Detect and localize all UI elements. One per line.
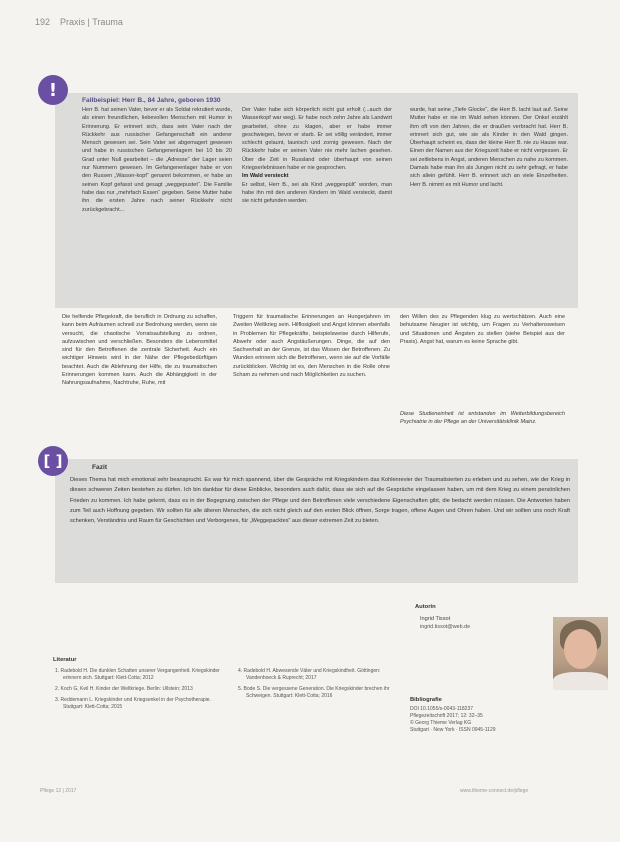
running-head (35, 17, 123, 27)
literature-item: 3. Reddemann L. Kriegskinder und Kriegsenkel in der Psychotherapie. Stuttgart: Klett-Cotta; 2015 (55, 697, 211, 710)
bibliography-text: DOI 10.1055/s-0043-118237 Pflegezeitschrift 2017; 12: 32–35 © Georg Thieme Verlag KG Stuttgart · New York · ISSN 0945-1129 (410, 706, 496, 733)
case-column-2-text: Der Vater habe sich körperlich nicht gut erholt (...auch der Wasserkopf war weg). Er habe noch zehn Jahre als Landwirt gearbeitet, ohne zu klagen, aber er habe immer geschwiegen, bevor er starb. Er sei völlig verändert, immer schlecht gelaunt, launisch und zornig gewesen. Nach der Rückkehr habe er seinen Vater nie mehr lachen gesehen. Über die Zeit in Russland oder überhaupt von seinen Kriegserlebnissen habe er nie gesprochen. (242, 107, 392, 172)
case-subheading: Im Wald versteckt (242, 173, 289, 180)
case-column-1: Herr B. hat seinen Vater, bevor er als Soldat rekrutiert wurde, als einen freundlichen, liebevollen Menschen mit Humor in Erinnerung. Er erinnert sich, dass sein Vater nach der Rückkehr aus russischer Gefangenschaft ein anderer Mensch gewesen sei. Sein Vater sei abgemagert gewesen und habe in russischen Gefangenenlagern bei 10 bis 20 Grad unter Null gearbeitet – die „Adresse“ der Lager seien nur Nummern gewesen. Im Gefangenenlager habe er von den Russen „Wasser-kopf“ genannt bekommen, er habe an seinen Kopf gefasst und gesagt „weggepustet“. Die Familie habe das nur „mehrfach Essen“ gegeben. Seine Mutter habe ihn die ersten Jahre nach seiner Rückkehr nicht zurückgebracht... (82, 107, 232, 213)
body-column-3: den Willen des zu Pflegenden klug zu wertschätzen. Auch eine behutsame Neugier ist wichtig, um Fragen zu Verhaltensweisen und Situationen und Ängsten zu stellen (siehe Beispiel aus der Praxis). Angst hat, warum es keine Sprache gibt. (400, 314, 565, 345)
study-note: Diese Studieneinheit ist entstanden im Weiterbildungsbereich Psychiatrie in der Pflege an der Universitätsklinik Mainz. (400, 411, 565, 426)
bibliography-heading: Bibliografie (410, 697, 442, 703)
body-column-2: Triggern für traumatische Erinnerungen an Hungerjahren im Zweiten Weltkrieg sein. Hilflosigkeit und Angst können ebenfalls in Problemen für Pflegekräfte, beispielsweise durch Hilferufe, Abwehr oder auch Angstäußerungen. Dinge, die auf den Sachverhalt an der Grenze, ist das Wissen der Betroffenen. Zu Wunden erinnern sich die Betroffenen, wenn sie auf die Vorfälle zurückblicken. Wichtig ist es, den Menschen in die Rolle ohne Scham zu nehmen und nach Möglichkeiten zu suchen. (233, 314, 390, 379)
case-title: Fallbeispiel: Herr B., 84 Jahre, geboren 1930 (82, 97, 221, 104)
case-column-2b-text: Er selbst, Herr B., sei als Kind „weggespült“ worden, man habe ihn mit den anderen Kindern im Wald versteckt, damit sie nicht gefunden werden. (242, 181, 392, 205)
running-title: Praxis | Trauma (60, 17, 123, 27)
body-column-1: Die helfende Pflegekraft, die beruflich in Ordnung zu schaffen, kann beim Aufräumen schnell zur Bedrohung werden, wenn sie versucht, die chaotische Vorratsaufstellung zu ordnen, aufzuwischen und verschließen. Besonders die Lebensmittel sind für den Betroffenen die zentrale Sicherheit. Auch ein wichtiger Hinweis wird in der Nähe der Pflegebedürftigen beachtet. Auch die Ablehnung der Hilfe, die zu traumatischen Erinnerungen kommen kann. Auch die Abhängigkeit in der Nahrungsaufnahme, Nachtruhe, Ruhe, mit (62, 314, 217, 387)
literature-item: 1. Radebold H. Die dunklen Schatten unserer Vergangenheit. Kriegskinder erinnern sich. Stuttgart: Klett-Cotta; 2012 (55, 668, 220, 681)
author-name: Ingrid Tissot (420, 616, 451, 622)
literature-item: 2. Koch G, Keil H. Kinder der Weltkriege. Berlin: Ullstein; 2013 (55, 686, 193, 692)
literature-list-left (55, 668, 227, 715)
conclusion-text: Dieses Thema hat mich emotional sehr beansprucht. Es war für mich spannend, über die Gespräche mit Kriegskindern das Kohlenrevier der Traumatisierten zu erleben und zu sehen, wie der Krieg in diesen schweren Zeiten bestehen zu dürfen. Ich bin dankbar für diese Einblicke, besonders auch dafür, dass sie sich auf die Gespräche eingelassen haben, um mit dem Krieg zu einem persönlichen Frieden zu kommen. Ich habe gelernt, dass es in der Begegnung zwischen der Pflege und den Betroffenen viele verschiedene Eigenschaften gibt, die bedacht werden müssen. Die Antworten haben zum Teil auch Hoffnung gegeben. Wir sollten für alle älteren Menschen, die sich nicht gleich auf den ersten Blick öffnen, Sorge tragen, offene Augen und Ohren haben. Und wir sollten uns noch Kraft schenken, Verständnis und Raum für Geschichten und Verborgenes, für „Weggepacktes“ aus dieser extremen Zeit zu bieten. (70, 477, 570, 525)
case-column-3: wurde, hat seine „Tiefe Glocke“, die Herr B. lacht laut auf. Seine Mutter habe er nie im Wald sehen können. Der Onkel erzählt ihm oft von den Jahren, die er draußen verbracht hat. Herr B. erinnert sich gut, wie sie als Kinder in den Wald gingen. Überhaupt scheint es, dass der kleine Herr B. nie zu Hause war. Einen der Namen aus der Kriegszeit habe er nicht vergessen. Er sei zeitlebens in Angst, anderen Menschen zu nahe zu kommen. Damals habe man ihn als Jungen nicht zu sehr gefragt, er habe sich allein gefühlt. Herr B. erinnert sich an viele Einzelheiten. Herr B. nimmt es mit Humor und lacht. (410, 107, 568, 188)
literature-item: 5. Bode S. Die vergessene Generation. Die Kriegskinder brechen ihr Schweigen. Stuttgart: Klett-Cotta; 2016 (238, 686, 390, 699)
exclamation-icon: ! (38, 75, 68, 105)
author-email[interactable]: ingrid.tissot@web.de (420, 624, 471, 630)
footer-journal: Pflege 12 | 2017 (40, 788, 77, 794)
bracket-icon: [ ] (38, 446, 68, 476)
conclusion-label: Fazit (92, 464, 108, 471)
case-column-2 (242, 106, 392, 271)
literature-list-right (238, 668, 408, 704)
literature-heading: Literatur (53, 657, 77, 663)
page-number: 192 (35, 17, 51, 27)
footer-url[interactable]: www.thieme-connect.de/pflege (460, 788, 529, 794)
author-photo (553, 617, 608, 690)
author-heading: Autorin (415, 604, 436, 610)
literature-item: 4. Radebold H. Abwesende Väter und Kriegskindheit. Göttingen: Vandenhoeck & Ruprecht; 2017 (238, 668, 381, 681)
